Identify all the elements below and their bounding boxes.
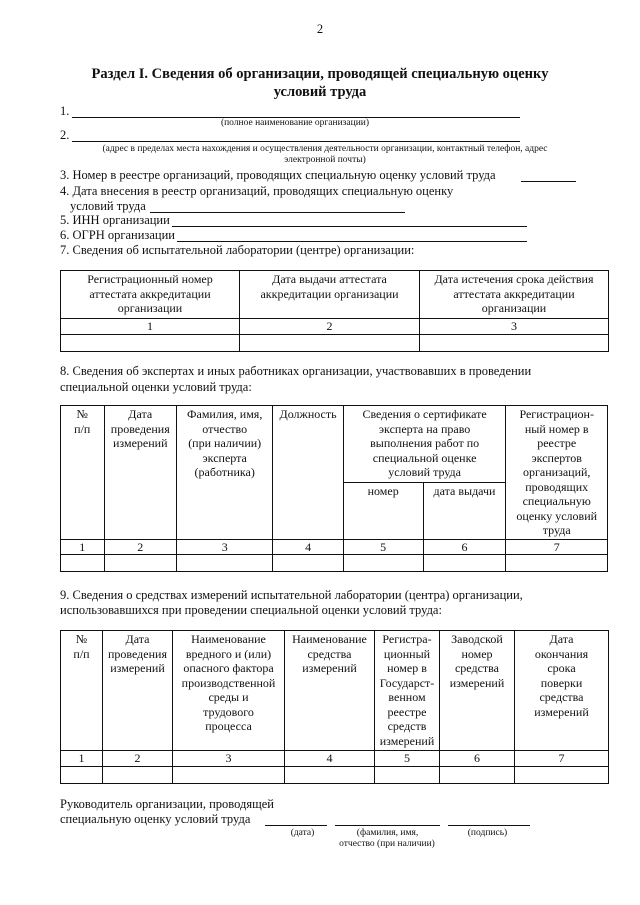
- table2-header-position: Должность: [273, 406, 343, 540]
- table2-header-registry: Регистрацион- ный номер в реестре экспертов организаций, проводящих специальную оценку условий труда: [506, 406, 608, 540]
- table1-header-reg-number: Регистрационный номер аттестата аккредитации организации: [61, 271, 240, 319]
- table3-col-number: 6: [440, 751, 515, 767]
- table-row: [61, 319, 609, 335]
- table2-col-number: 2: [104, 539, 177, 555]
- table2-col-number: 1: [61, 539, 105, 555]
- table3-header-num: № п/п: [61, 631, 103, 751]
- table3-empty-cell: [515, 766, 609, 783]
- table3-empty-cell: [285, 766, 375, 783]
- item-2-caption-line2: электронной почты): [284, 155, 366, 165]
- table3-empty-cell: [103, 766, 173, 783]
- item-2-line: [72, 141, 520, 142]
- lab-accreditation-table: [60, 270, 609, 352]
- section-8-line2: специальной оценки условий труда:: [60, 380, 252, 394]
- item-6-line: [177, 241, 527, 242]
- table2-empty-cell: [273, 555, 343, 572]
- table2-header-cert-number: номер: [343, 483, 423, 540]
- table2-header-cert-date: дата выдачи: [423, 483, 506, 540]
- table2-header-num: № п/п: [61, 406, 105, 540]
- signature-label-line2: специальную оценку условий труда: [60, 812, 251, 826]
- table-row: [61, 751, 609, 767]
- table3-header-serial-number: Заводской номер средства измерений: [440, 631, 515, 751]
- experts-table: [60, 405, 608, 572]
- table2-header-name: Фамилия, имя, отчество (при наличии) эксперта (работника): [177, 406, 273, 540]
- table-row: [61, 555, 608, 572]
- table1-header-issue-date: Дата выдачи аттестата аккредитации организации: [240, 271, 420, 319]
- signature-date-line: [265, 825, 327, 826]
- table3-header-date: Дата проведения измерений: [103, 631, 173, 751]
- table2-empty-cell: [104, 555, 177, 572]
- signature-name-line: [335, 825, 440, 826]
- table2-col-number: 6: [423, 539, 506, 555]
- item-6-text: 6. ОГРН организации: [60, 228, 175, 242]
- table1-header-expiry-date: Дата истечения срока действия аттестата аккредитации организации: [420, 271, 609, 319]
- table2-empty-cell: [423, 555, 506, 572]
- table3-col-number: 7: [515, 751, 609, 767]
- item-1-caption: (полное наименование организации): [220, 118, 370, 128]
- section-title-line2: условий труда: [273, 84, 367, 100]
- item-5-text: 5. ИНН организации: [60, 213, 170, 227]
- table-row: [61, 271, 609, 319]
- item-5-line: [172, 226, 527, 227]
- item-3-text: 3. Номер в реестре организаций, проводящих специальную оценку условий труда: [60, 168, 496, 182]
- item-4-text-line2: условий труда: [70, 199, 146, 213]
- table2-col-number: 5: [343, 539, 423, 555]
- table3-header-verification-date: Дата окончания срока поверки средства измерений: [515, 631, 609, 751]
- item-4-line: [150, 212, 405, 213]
- item-4-text-line1: 4. Дата внесения в реестр организаций, проводящих специальную оценку: [60, 184, 454, 198]
- table3-header-instrument-name: Наименование средства измерений: [285, 631, 375, 751]
- table-row: [61, 334, 609, 351]
- signature-caption-sign: (подпись): [467, 828, 508, 838]
- table3-col-number: 2: [103, 751, 173, 767]
- table1-empty-cell: [240, 334, 420, 351]
- page-number: 2: [316, 22, 324, 36]
- measuring-instruments-table: [60, 630, 609, 784]
- table3-header-factor: Наименование вредного и (или) опасного фактора производственной среды и трудового процесса: [173, 631, 285, 751]
- item-2-caption-line1: (адрес в пределах места нахождения и осуществления деятельности организации, контактный телефон, адрес: [102, 144, 548, 154]
- table3-empty-cell: [61, 766, 103, 783]
- table2-empty-cell: [61, 555, 105, 572]
- section-9-line1: 9. Сведения о средствах измерений испытательной лаборатории (центра) организации,: [60, 588, 523, 602]
- table3-col-number: 3: [173, 751, 285, 767]
- table-row: [61, 539, 608, 555]
- table2-col-number: 4: [273, 539, 343, 555]
- table3-empty-cell: [173, 766, 285, 783]
- table2-header-date: Дата проведения измерений: [104, 406, 177, 540]
- table-row: [61, 766, 609, 783]
- table2-col-number: 3: [177, 539, 273, 555]
- signature-sign-line: [448, 825, 530, 826]
- table2-col-number: 7: [506, 539, 608, 555]
- table3-col-number: 5: [375, 751, 440, 767]
- table1-col-number: 3: [420, 319, 609, 335]
- table2-empty-cell: [506, 555, 608, 572]
- table1-empty-cell: [61, 334, 240, 351]
- signature-caption-name-line1: (фамилия, имя,: [356, 828, 419, 838]
- table1-empty-cell: [420, 334, 609, 351]
- table-row: [61, 406, 608, 483]
- table-row: [61, 631, 609, 751]
- table1-col-number: 1: [61, 319, 240, 335]
- table2-empty-cell: [343, 555, 423, 572]
- table3-empty-cell: [375, 766, 440, 783]
- table2-header-certificate: Сведения о сертификате эксперта на право выполнения работ по специальной оценке условий труда: [343, 406, 506, 483]
- section-title-line1: Раздел I. Сведения об организации, проводящей специальную оценку: [91, 66, 549, 82]
- table2-empty-cell: [177, 555, 273, 572]
- section-8-line1: 8. Сведения об экспертах и иных работниках организации, участвовавших в проведении: [60, 364, 532, 378]
- signature-caption-name-line2: отчество (при наличии): [339, 839, 435, 849]
- table1-col-number: 2: [240, 319, 420, 335]
- item-2-label: 2.: [60, 128, 70, 142]
- signature-caption-date: (дата): [290, 828, 315, 838]
- section-9-line2: использовавшихся при проведении специальной оценки условий труда:: [60, 603, 442, 617]
- item-7-text: 7. Сведения об испытательной лаборатории (центре) организации:: [60, 243, 415, 257]
- table3-empty-cell: [440, 766, 515, 783]
- table3-col-number: 1: [61, 751, 103, 767]
- table3-col-number: 4: [285, 751, 375, 767]
- item-3-line: [521, 181, 576, 182]
- item-1-label: 1.: [60, 104, 70, 118]
- signature-label-line1: Руководитель организации, проводящей: [60, 797, 274, 811]
- table3-header-registry-number: Регистра- ционный номер в Государст- венном реестре средств измерений: [375, 631, 440, 751]
